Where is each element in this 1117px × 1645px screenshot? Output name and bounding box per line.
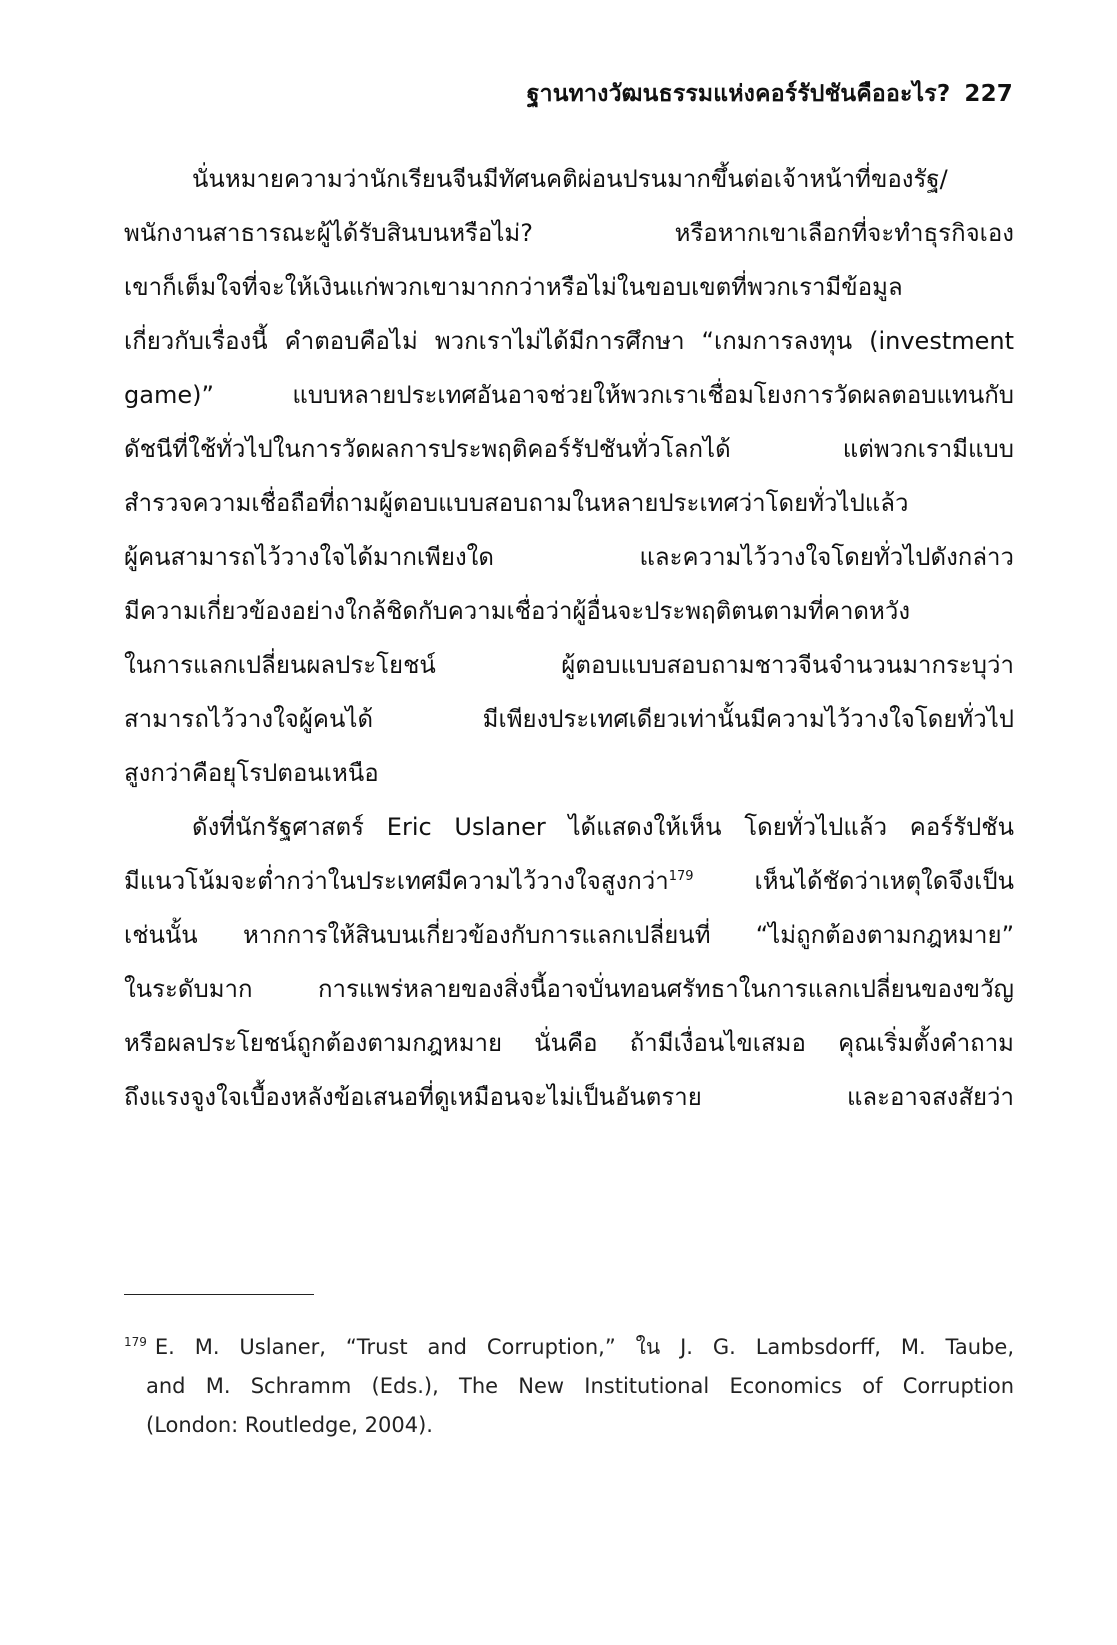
text-line: ดัชนีที่ใช้ทั่วไปในการวัดผลการประพฤติคอร์รัปชันทั่วโลกได้ แต่พวกเรามีแบบ <box>124 435 1014 463</box>
text-line: game)” แบบหลายประเทศอันอาจช่วยให้พวกเราเชื่อมโยงการวัดผลตอบแทนกับ <box>124 381 1014 409</box>
paragraph-2 <box>124 800 1014 1124</box>
text-line: ในการแลกเปลี่ยนผลประโยชน์ ผู้ตอบแบบสอบถามชาวจีนจำนวนมากระบุว่า <box>124 651 1014 679</box>
text-line: หรือผลประโยชน์ถูกต้องตามกฎหมาย นั่นคือ ถ้ามีเงื่อนไขเสมอ คุณเริ่มตั้งคำถาม <box>124 1029 1014 1057</box>
text-line: ดังที่นักรัฐศาสตร์ Eric Uslaner ได้แสดงให้เห็น โดยทั่วไปแล้ว คอร์รัปชัน <box>192 813 1014 841</box>
text-segment: มีแนวโน้มจะต่ำกว่าในประเทศมีความไว้วางใจสูงกว่า <box>124 867 669 895</box>
text-line: เขาก็เต็มใจที่จะให้เงินแก่พวกเขามากกว่าหรือไม่ในขอบเขตที่พวกเรามีข้อมูล <box>124 273 903 301</box>
text-line: สูงกว่าคือยุโรปตอนเหนือ <box>124 759 379 787</box>
footnote-line: and M. Schramm (Eds.), The New Institutional Economics of Corruption <box>146 1374 1014 1398</box>
footnote-line: (London: Routledge, 2004). <box>146 1413 433 1437</box>
text-line: สามารถไว้วางใจผู้คนได้ มีเพียงประเทศเดียวเท่านั้นมีความไว้วางใจโดยทั่วไป <box>124 705 1014 733</box>
footnote-reference[interactable]: 179 <box>668 869 694 884</box>
text-line: นั่นหมายความว่านักเรียนจีนมีทัศนคติผ่อนปรนมากขึ้นต่อเจ้าหน้าที่ของรัฐ/ <box>192 165 948 193</box>
body-text <box>124 152 1014 1124</box>
text-segment: เห็นได้ชัดว่าเหตุใดจึงเป็น <box>693 867 1014 895</box>
running-header <box>527 76 1013 112</box>
footnote-text: E. M. Uslaner, “Trust and Corruption,” ใน J. G. Lambsdorff, M. Taube, <box>154 1335 1014 1359</box>
text-line: ถึงแรงจูงใจเบื้องหลังข้อเสนอที่ดูเหมือนจะไม่เป็นอันตราย และอาจสงสัยว่า <box>124 1083 1014 1111</box>
chapter-title: ฐานทางวัฒนธรรมแห่งคอร์รัปชันคืออะไร? <box>526 81 951 107</box>
page-number: 227 <box>964 81 1013 107</box>
text-line: พนักงานสาธารณะผู้ได้รับสินบนหรือไม่? หรือหากเขาเลือกที่จะทำธุรกิจเอง <box>124 219 1014 247</box>
text-line: ผู้คนสามารถไว้วางใจได้มากเพียงใด และความไว้วางใจโดยทั่วไปดังกล่าว <box>124 543 1014 571</box>
text-line: เกี่ยวกับเรื่องนี้ คำตอบคือไม่ พวกเราไม่ได้มีการศึกษา “เกมการลงทุน (investment <box>124 327 1014 355</box>
text-line: เช่นนั้น หากการให้สินบนเกี่ยวข้องกับการแลกเปลี่ยนที่ “ไม่ถูกต้องตามกฎหมาย” <box>124 921 1014 949</box>
footnote-line <box>124 1328 1014 1367</box>
text-line: มีความเกี่ยวข้องอย่างใกล้ชิดกับความเชื่อว่าผู้อื่นจะประพฤติตนตามที่คาดหวัง <box>124 597 911 625</box>
footnote-divider <box>124 1294 314 1295</box>
footnote-number: 179 <box>124 1335 147 1349</box>
text-line-with-footnote <box>124 854 1014 908</box>
paragraph-1 <box>124 152 1014 800</box>
footnote <box>124 1328 1014 1445</box>
text-line: สำรวจความเชื่อถือที่ถามผู้ตอบแบบสอบถามในหลายประเทศว่าโดยทั่วไปแล้ว <box>124 489 909 517</box>
text-line: ในระดับมาก การแพร่หลายของสิ่งนี้อาจบั่นทอนศรัทธาในการแลกเปลี่ยนของขวัญ <box>124 975 1014 1003</box>
